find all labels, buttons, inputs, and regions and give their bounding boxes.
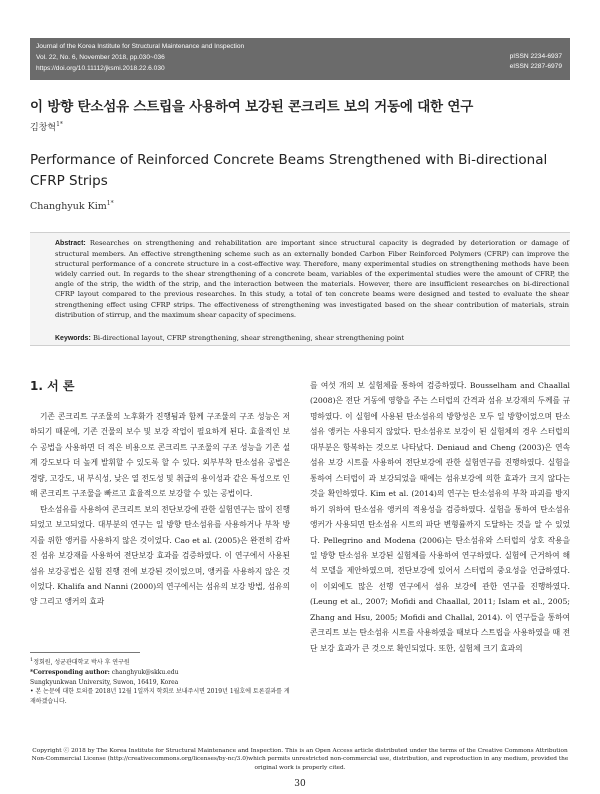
english-title: Performance of Reinforced Concrete Beams Strengthened with Bi-directional CFRP Strips — [30, 152, 548, 189]
footnote-sup: 1 — [30, 657, 34, 663]
pissn: pISSN 2234-6937 — [509, 53, 562, 60]
affiliation-text: 정회원, 성균관대학교 박사 후 연구원 — [33, 659, 130, 666]
paragraph: 탄소섬유를 사용하여 콘크리트 보의 전단보강에 관한 실험연구는 많이 진행되었고 보고되었다. 대부분의 연구는 일 방향 탄소섬유를 사용하거나 부착 방지를 위한 앵커를 사용하지 않은 것이었다. Cao et al. (2005)은 완전히 감싸진 섬유 보강재를 사용하여 전단보강 효과를 검증하였다. 이 연구에서 사용된 섬유 보강공법은 실험 진행 전에 보강된 것이었으며, 앵커를 사용하지 않은 것이었다. Khalifa and Nanni (2000)의 연구에서는 섬유의 보강 방법, 섬유의 양 그리고 앵커의 효과 — [30, 504, 290, 607]
volume-line: Vol. 22, No. 6, November 2018, pp.030~036 — [36, 54, 165, 61]
footnote-divider — [30, 652, 140, 653]
paragraph: 기존 콘크리트 구조물의 노후화가 진행됨과 함께 구조물의 구조 성능은 저하되기 때문에, 기존 건물의 보수 및 보강 작업이 필요하게 된다. 효율적인 보수 공법을 사용하면 더 적은 비용으로 콘크리트 구조물의 구조 성능을 기존 설계 강도보다 더 높게 발휘할 수 있도록 할 수 있다. 외부부착 탄소섬유 공법은 경량, 고강도, 내 부식성, 낮은 열 전도성 및 취급의 용이성과 같은 특성으로 인해 콘크리트 구조물을 빠르고 효율적으로 보강할 수 있는 공법이다. — [30, 412, 290, 499]
address-footnote: Sungkyunkwan University, Suwon, 16419, Korea — [30, 678, 179, 686]
keywords — [55, 333, 569, 344]
korean-title: 이 방향 탄소섬유 스트립을 사용하여 보강된 콘크리트 보의 거동에 대한 연구 — [30, 99, 474, 115]
corresponding-email[interactable]: changhyuk@skku.edu — [111, 668, 179, 676]
english-author-sup: 1* — [106, 200, 114, 207]
issn-block — [510, 52, 562, 72]
page-number: 30 — [294, 779, 306, 789]
abstract-label: Abstract: — [55, 240, 86, 247]
abstract-text: Researches on strengthening and rehabilitation are important since structural capacity is degraded by deterioration or damage of structural members. An effective strengthening scheme such as an externally bonded Carbon Fiber Reinforced Polymers (CFRP) can improve the structural performance of a concrete structure in a cost-effective way. Therefore, many experimental studies on strengthening methods have been widely carried out. In regards to the shear strengthening of a concrete beam, variables of the experimental studies were the amount of CFRP, the angle of the strip, the width of the strip, and the interaction between the materials. However, there are insufficient researches on bi-directional CFRP layout compared to the previous researches. In this study, a total of ten concrete beams were designed and tested to evaluate the shear strengthening effect using CFRP strips. The effectiveness of strengthening was investigated based on the shear contribution of materials, strain distribution of stirrup, and the maximum shear capacity of specimens. — [55, 239, 569, 319]
corresponding-footnote — [30, 668, 290, 678]
copyright-notice: Copyright ⓒ 2018 by The Korea Institute for Structural Maintenance and Inspection. This is an Open Access article distributed under the terms of the Creative Commons Attribution Non-Commercial License (http://creativecommons.org/licenses/by-nc/3.0)which permits unrestricted non-commercial use, distribution, and reproduction in any medium, provided the original work is properly cited. — [31, 748, 569, 771]
journal-header-bar — [30, 38, 570, 80]
korean-author-name: 김창혁 — [30, 123, 57, 133]
english-author-name: Changhyuk Kim — [30, 201, 107, 213]
journal-info — [36, 41, 244, 74]
footnotes — [30, 656, 290, 707]
keywords-text: Bi-directional layout, CFRP strengthening, shear strengthening, shear strengthening point — [92, 334, 405, 342]
english-author — [30, 200, 114, 212]
keywords-label: Keywords: — [55, 335, 91, 342]
discussion-note: • 본 논문에 대한 토의를 2018년 12월 1일까지 학회로 보내주시면 2019년 1월호에 토론결과를 게재하겠습니다. — [30, 688, 290, 706]
right-column — [310, 378, 570, 656]
paragraph: 를 여섯 개의 보 실험체를 통하여 검증하였다. Bousselham and Chaallal (2008)은 전단 거동에 영향을 주는 스터럽의 간격과 섬유 보강재의 두께를 규명하였다. 이 실험에 사용된 탄소섬유의 방향성은 모두 일 방향이었으며 탄소섬유 앵커는 사용되지 않았다. 탄소섬유로 보강이 된 실험체의 경우 스터럽의 대부분은 항복하는 것으로 나타났다. Deniaud and Cheng (2003)은 연속 섬유 보강 시트를 사용하여 전단보강에 관한 실험연구를 진행하였다. 실험을 통하여 스터럽이 과 보강되었을 때에는 섬유보강에 의한 효과가 크지 않다는 것을 확인하였다. Kim et al. (2014)의 연구는 탄소섬유의 부착 파괴를 방지하기 위하여 탄소섬유 앵커의 적용성을 검증하였다. 실험을 통하여 탄소섬유 앵커가 사용되면 탄소섬유 시트의 파단 변형률까지 도달하는 것을 알 수 있었다. Pellegrino and Modena (2006)는 탄소섬유와 스터럽의 상호 작용을 일 방향 탄소섬유 보강된 실험체를 사용하여 연구하였다. 실험에 근거하여 해석 모델을 제안하였으며, 전단보강에 있어서 스터럽의 중요성을 언급하였다. 이 이외에도 많은 선행 연구에서 섬유 보강에 관한 연구를 진행하였다. (Leung et al., 2007; Mofidi and Chaallal, 2011; Islam et al., 2005; Zhang and Hsu, 2005; Mofidi and Challal, 2014). 이 연구들을 통하여 콘크리트 보는 탄소섬유 시트를 사용하였을 때보다 스트립을 사용하였을 때 전단 보강 효과가 큰 것으로 확인되었다. 또한, 실험체 크기 효과의 — [310, 381, 570, 653]
eissn: eISSN 2287-6979 — [509, 63, 562, 70]
abstract — [55, 238, 569, 320]
section-heading: 1. 서 론 — [30, 379, 75, 393]
affiliation-footnote — [30, 656, 290, 668]
corresponding-label: *Corresponding author: — [30, 668, 110, 676]
korean-author — [30, 120, 63, 133]
left-column — [30, 409, 290, 610]
doi-link[interactable]: https://doi.org/10.11112/jksmi.2018.22.6.030 — [36, 65, 165, 72]
korean-author-sup: 1* — [56, 121, 63, 128]
journal-name: Journal of the Korea Institute for Structural Maintenance and Inspection — [36, 43, 245, 50]
